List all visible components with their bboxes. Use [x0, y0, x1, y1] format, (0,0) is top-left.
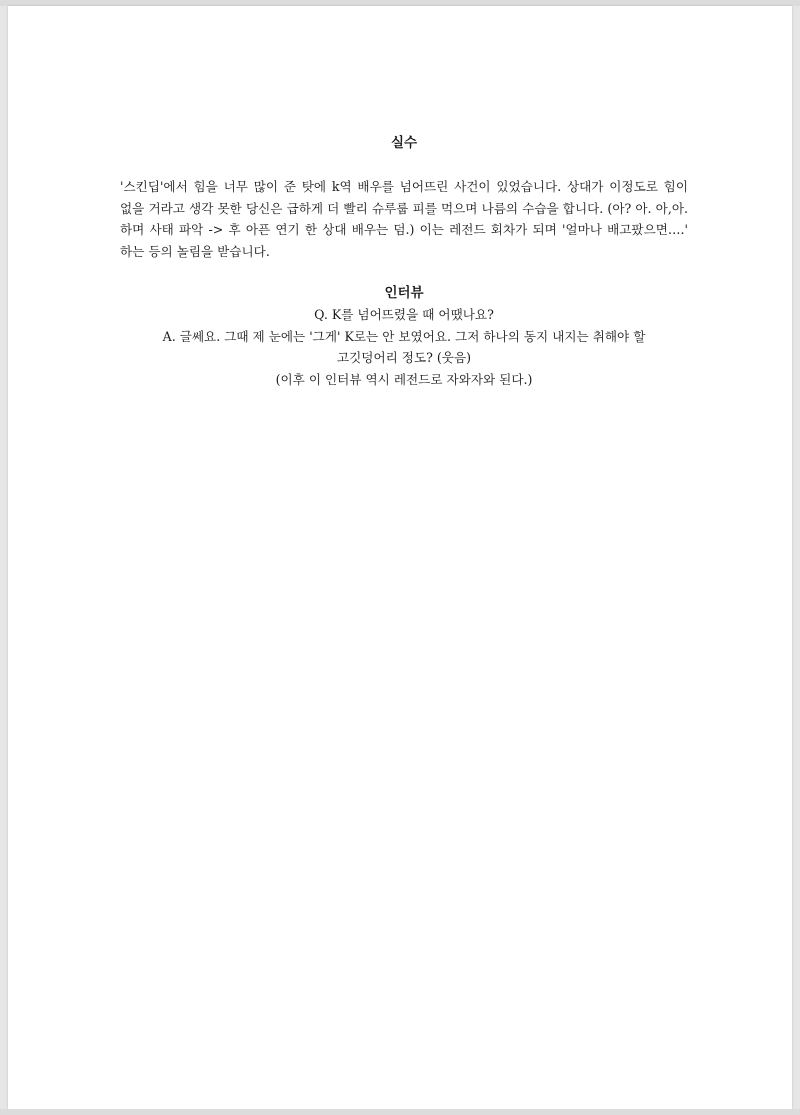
interview-question: Q. K를 넘어뜨렸을 때 어땠나요?	[314, 307, 494, 322]
interview-note: (이후 이 인터뷰 역시 레전드로 자와자와 된다.)	[275, 371, 533, 387]
interview-answer-line-2: 고깃덩어리 정도? (웃음)	[336, 350, 472, 365]
document-page	[8, 6, 792, 1109]
section-title: 실수	[390, 135, 418, 151]
page-gap-bottom	[0, 1109, 800, 1115]
interview-title: 인터뷰	[384, 285, 424, 301]
interview-answer-line-1: A. 글쎄요. 그때 제 눈에는 '그게' K로는 안 보였어요. 그저 하나의 동지 내지는 취해야 할	[162, 328, 646, 344]
body-paragraph: '스킨딥'에서 힘을 너무 많이 준 탓에 k역 배우를 넘어뜨린 사건이 있었습니다. 상대가 이정도로 힘이 없을 거라고 생각 못한 당신은 급하게 더 빨리 슈루룹 피를 먹으며 나름의 수습을 합니다. (아? 아. 아,아. 하며 사태 파악 -> 후 아픈 연기 한 상대 배우는 덤.) 이는 레전드 회차가 되며 '얼마나 배고팠으면….' 하는 등의 놀림을 받습니다.	[120, 179, 688, 259]
page-content	[120, 132, 688, 390]
